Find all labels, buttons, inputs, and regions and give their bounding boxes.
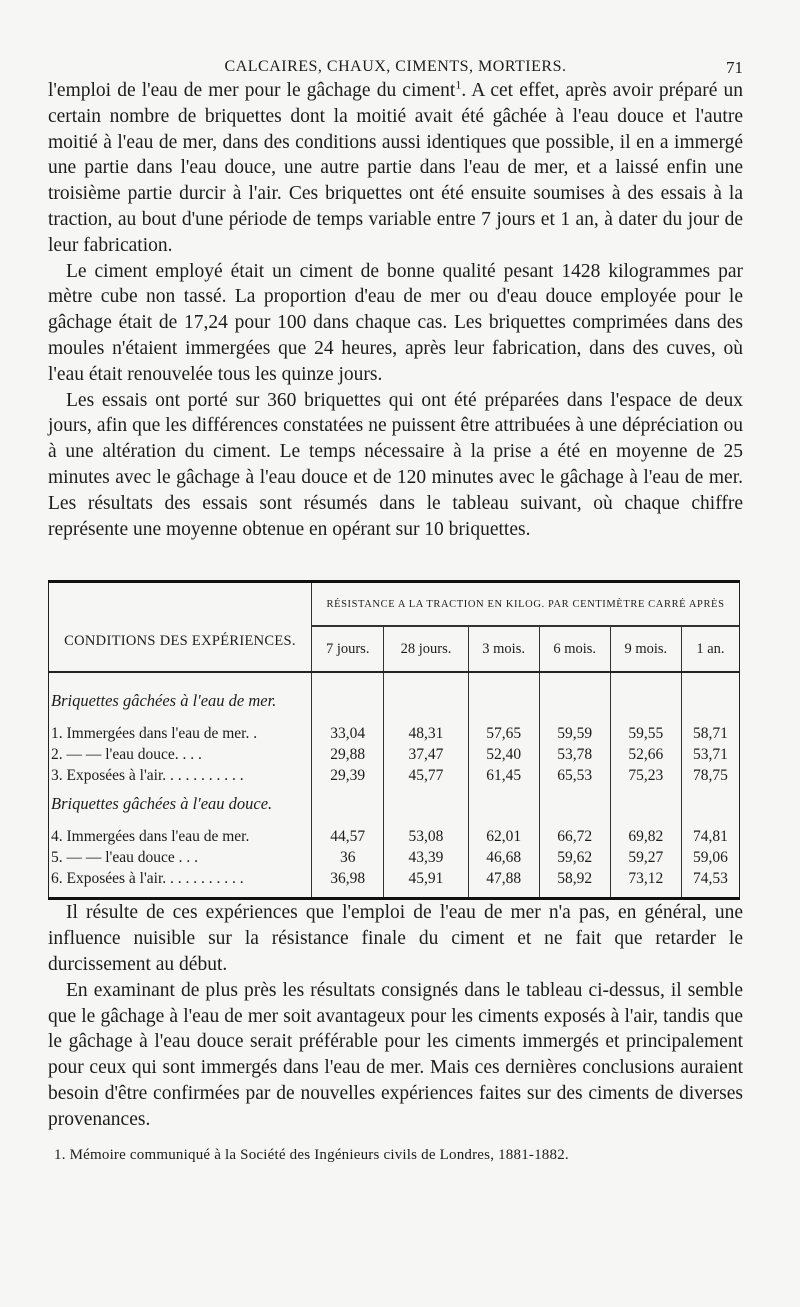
period-header: 6 mois.: [539, 626, 610, 672]
period-header: 3 mois.: [468, 626, 539, 672]
value-cell: 74,53: [692, 869, 728, 887]
value-cell: 36: [312, 847, 384, 868]
value-cell: 29,88: [312, 744, 384, 765]
value-cell: 61,45: [468, 765, 539, 786]
value-cell: 48,31: [384, 723, 468, 744]
results-table: [48, 580, 740, 900]
table-row: [49, 765, 739, 786]
period-header: 28 jours.: [384, 626, 468, 672]
value-cell: 59,59: [539, 723, 610, 744]
value-cell: 52,66: [610, 744, 681, 765]
value-cell: 45,91: [384, 868, 468, 889]
group-label: Briquettes gâchées à l'eau douce.: [49, 786, 312, 814]
value-cell: 58,71: [692, 724, 728, 742]
condition-cell: 4. Immergées dans l'eau de mer.: [49, 826, 312, 847]
page-number: 71: [726, 58, 743, 77]
value-cell: 43,39: [384, 847, 468, 868]
value-cell: 75,23: [610, 765, 681, 786]
value-cell: 36,98: [312, 868, 384, 889]
value-cell: 59,27: [610, 847, 681, 868]
group-label: Briquettes gâchées à l'eau de mer.: [49, 683, 312, 711]
value-cell: 59,62: [539, 847, 610, 868]
value-cell: 46,68: [468, 847, 539, 868]
running-title: CALCAIRES, CHAUX, CIMENTS, MORTIERS.: [224, 58, 567, 75]
value-cell: 47,88: [468, 868, 539, 889]
period-header: 7 jours.: [312, 626, 384, 672]
footnote-reference[interactable]: 1: [455, 77, 462, 92]
paragraph-intro-rest: . A cet effet, après avoir préparé un certain nombre de briquettes dont la moitié avait été gâchée à l'eau douce et l'autre moitié à l'eau de mer, dans des conditions aussi identiques que possible, il en a immergé une partie dans l'eau douce, une autre partie dans l'eau de mer, et a laissé enfin une troisième partie durcir à l'air. Ces briquettes ont été ensuite soumises à des essais à la traction, au bout d'une période de temps variable entre 7 jours et 1 an, à dater du jour de leur fabrication.: [48, 80, 743, 256]
book-page: [48, 50, 743, 1164]
value-cell: 53,78: [539, 744, 610, 765]
value-cell: 45,77: [384, 765, 468, 786]
value-cell: 57,65: [468, 723, 539, 744]
footnote: 1. Mémoire communiqué à la Société des Ingénieurs civils de Londres, 1881-1882.: [54, 1146, 569, 1163]
condition-cell: 2. — — l'eau douce. . . .: [49, 744, 312, 765]
period-header: 1 an.: [696, 640, 725, 657]
condition-cell: 6. Exposées à l'air. . . . . . . . . . .: [49, 868, 312, 889]
value-cell: 37,47: [384, 744, 468, 765]
table-row: [49, 826, 739, 847]
value-cell: 74,81: [692, 827, 728, 845]
value-cell: 33,04: [312, 723, 384, 744]
paragraph-result: Il résulte de ces expériences que l'emploi de l'eau de mer n'a pas, en général, une influence nuisible sur la résistance finale du ciment et ne fait que retarder le durcissement au début.: [48, 902, 743, 975]
condition-cell: 1. Immergées dans l'eau de mer. .: [49, 723, 312, 744]
value-cell: 58,92: [539, 868, 610, 889]
paragraph-cement: Le ciment employé était un ciment de bonne qualité pesant 1428 kilogrammes par mètre cube non tassé. La proportion d'eau de mer ou d'eau douce employée pour le gâchage était de 17,24 pour 100 dans chaque cas. Les briquettes comprimées dans des moules n'étaient immergées que 24 heures, après leur fabrication, dans des cuves, où l'eau était renouvelée tous les quinze jours.: [48, 260, 743, 385]
value-cell: 66,72: [539, 826, 610, 847]
group-row: [49, 683, 739, 711]
condition-column-header: CONDITIONS DES EXPÉRIENCES.: [49, 583, 312, 672]
period-header: 9 mois.: [610, 626, 681, 672]
value-cell: 53,71: [692, 745, 728, 763]
value-cell: 52,40: [468, 744, 539, 765]
paragraph-intro: [48, 78, 743, 259]
resistance-group-header: RÉSISTANCE A LA TRACTION EN KILOG. PAR CENTIMÈTRE CARRÉ APRÈS: [312, 583, 740, 626]
paragraph-tests: Les essais ont porté sur 360 briquettes qui ont été préparées dans l'espace de deux jours, afin que les différences constatées ne puissent être attribuées à une dépréciation ou à une altération du ciment. Le temps nécessaire à la prise a été en moyenne de 25 minutes avec le gâchage à l'eau douce et de 120 minutes avec le gâchage à l'eau de mer. Les résultats des essais sont résumés dans le tableau suivant, où chaque chiffre représente une moyenne obtenue en opérant sur 10 briquettes.: [48, 389, 743, 540]
value-cell: 73,12: [610, 868, 681, 889]
value-cell: 53,08: [384, 826, 468, 847]
value-cell: 29,39: [312, 765, 384, 786]
paragraph-intro-start: l'emploi de l'eau de mer pour le gâchage du ciment: [48, 80, 456, 101]
value-cell: 59,06: [692, 848, 728, 866]
value-cell: 59,55: [610, 723, 681, 744]
table-row: [49, 868, 739, 889]
condition-cell: 5. — — l'eau douce . . .: [49, 847, 312, 868]
condition-cell: 3. Exposées à l'air. . . . . . . . . . .: [49, 765, 312, 786]
value-cell: 62,01: [468, 826, 539, 847]
group-row: [49, 786, 739, 814]
paragraph-analysis: En examinant de plus près les résultats consignés dans le tableau ci-dessus, il semble que le gâchage à l'eau de mer soit avantageux pour les ciments exposés à l'air, tandis que le gâchage à l'eau douce serait préférable pour les ciments immergés et principalement pour ceux qui sont immergés dans l'eau de mer. Mais ces dernières conclusions auraient besoin d'être confirmées par de nouvelles expériences faites sur des ciments de diverses provenances.: [48, 979, 743, 1130]
page-header: [48, 50, 743, 78]
value-cell: 69,82: [610, 826, 681, 847]
value-cell: 65,53: [539, 765, 610, 786]
table-row: [49, 723, 739, 744]
table-row: [49, 744, 739, 765]
table-row: [49, 847, 739, 868]
value-cell: 44,57: [312, 826, 384, 847]
value-cell: 78,75: [692, 766, 728, 784]
